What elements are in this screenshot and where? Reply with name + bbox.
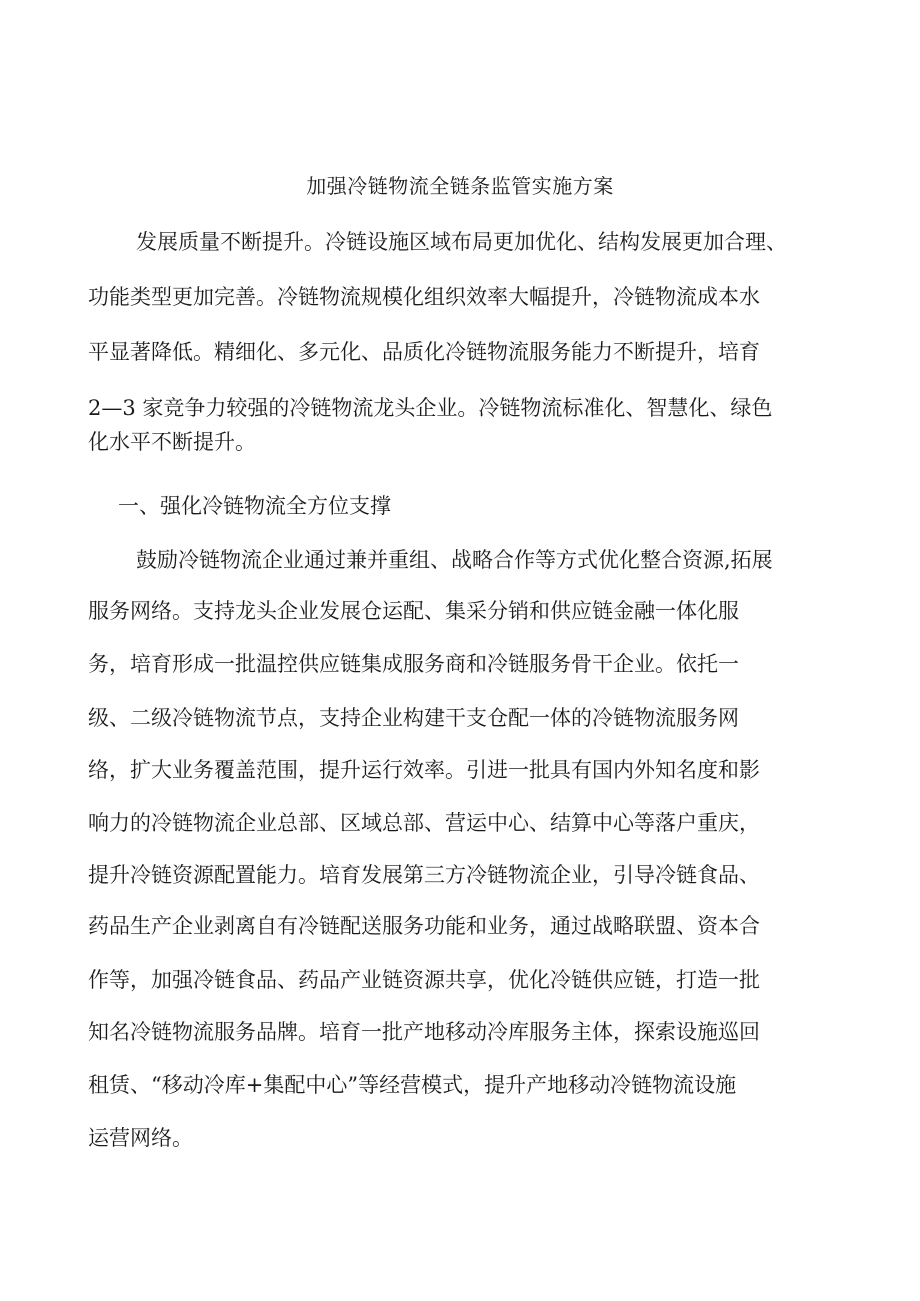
intro-line: 2—3 家竞争力较强的冷链物流龙头企业。冷链物流标准化、智慧化、绿色 bbox=[88, 396, 773, 420]
body-line: 租赁、“移动冷库+集配中心”等经营模式，提升产地移动冷链物流设施 bbox=[88, 1073, 737, 1097]
document-title: 加强冷链物流全链条监管实施方案 bbox=[306, 174, 614, 198]
section-heading: 一、强化冷链物流全方位支撑 bbox=[118, 494, 391, 518]
intro-line: 功能类型更加完善。冷链物流规模化组织效率大幅提升，冷链物流成本水 bbox=[88, 285, 760, 309]
body-line: 作等，加强冷链食品、药品产业链资源共享，优化冷链供应链，打造一批 bbox=[88, 968, 760, 992]
body-line: 络，扩大业务覆盖范围，提升运行效率。引进一批具有国内外知名度和影 bbox=[88, 758, 760, 782]
intro-line: 发展质量不断提升。冷链设施区域布局更加优化、结构发展更加合理、 bbox=[136, 230, 787, 254]
body-line: 务，培育形成一批温控供应链集成服务商和冷链服务骨干企业。依托一 bbox=[88, 652, 739, 676]
body-line: 提升冷链资源配置能力。培育发展第三方冷链物流企业，引导冷链食品、 bbox=[88, 863, 760, 887]
body-line: 运营网络。 bbox=[88, 1126, 193, 1150]
body-line: 鼓励冷链物流企业通过兼并重组、战略合作等方式优化整合资源,拓展 bbox=[136, 548, 773, 572]
body-line: 响力的冷链物流企业总部、区域总部、营运中心、结算中心等落户重庆， bbox=[88, 811, 760, 835]
intro-line: 平显著降低。精细化、多元化、品质化冷链物流服务能力不断提升，培育 bbox=[88, 340, 760, 364]
body-line: 知名冷链物流服务品牌。培育一批产地移动冷库服务主体，探索设施巡回 bbox=[88, 1020, 760, 1044]
body-line: 级、二级冷链物流节点，支持企业构建干支仓配一体的冷链物流服务网 bbox=[88, 706, 739, 730]
intro-line: 化水平不断提升。 bbox=[88, 430, 256, 454]
body-line: 服务网络。支持龙头企业发展仓运配、集采分销和供应链金融一体化服 bbox=[88, 599, 739, 623]
body-line: 药品生产企业剥离自有冷链配送服务功能和业务，通过战略联盟、资本合 bbox=[88, 914, 760, 938]
